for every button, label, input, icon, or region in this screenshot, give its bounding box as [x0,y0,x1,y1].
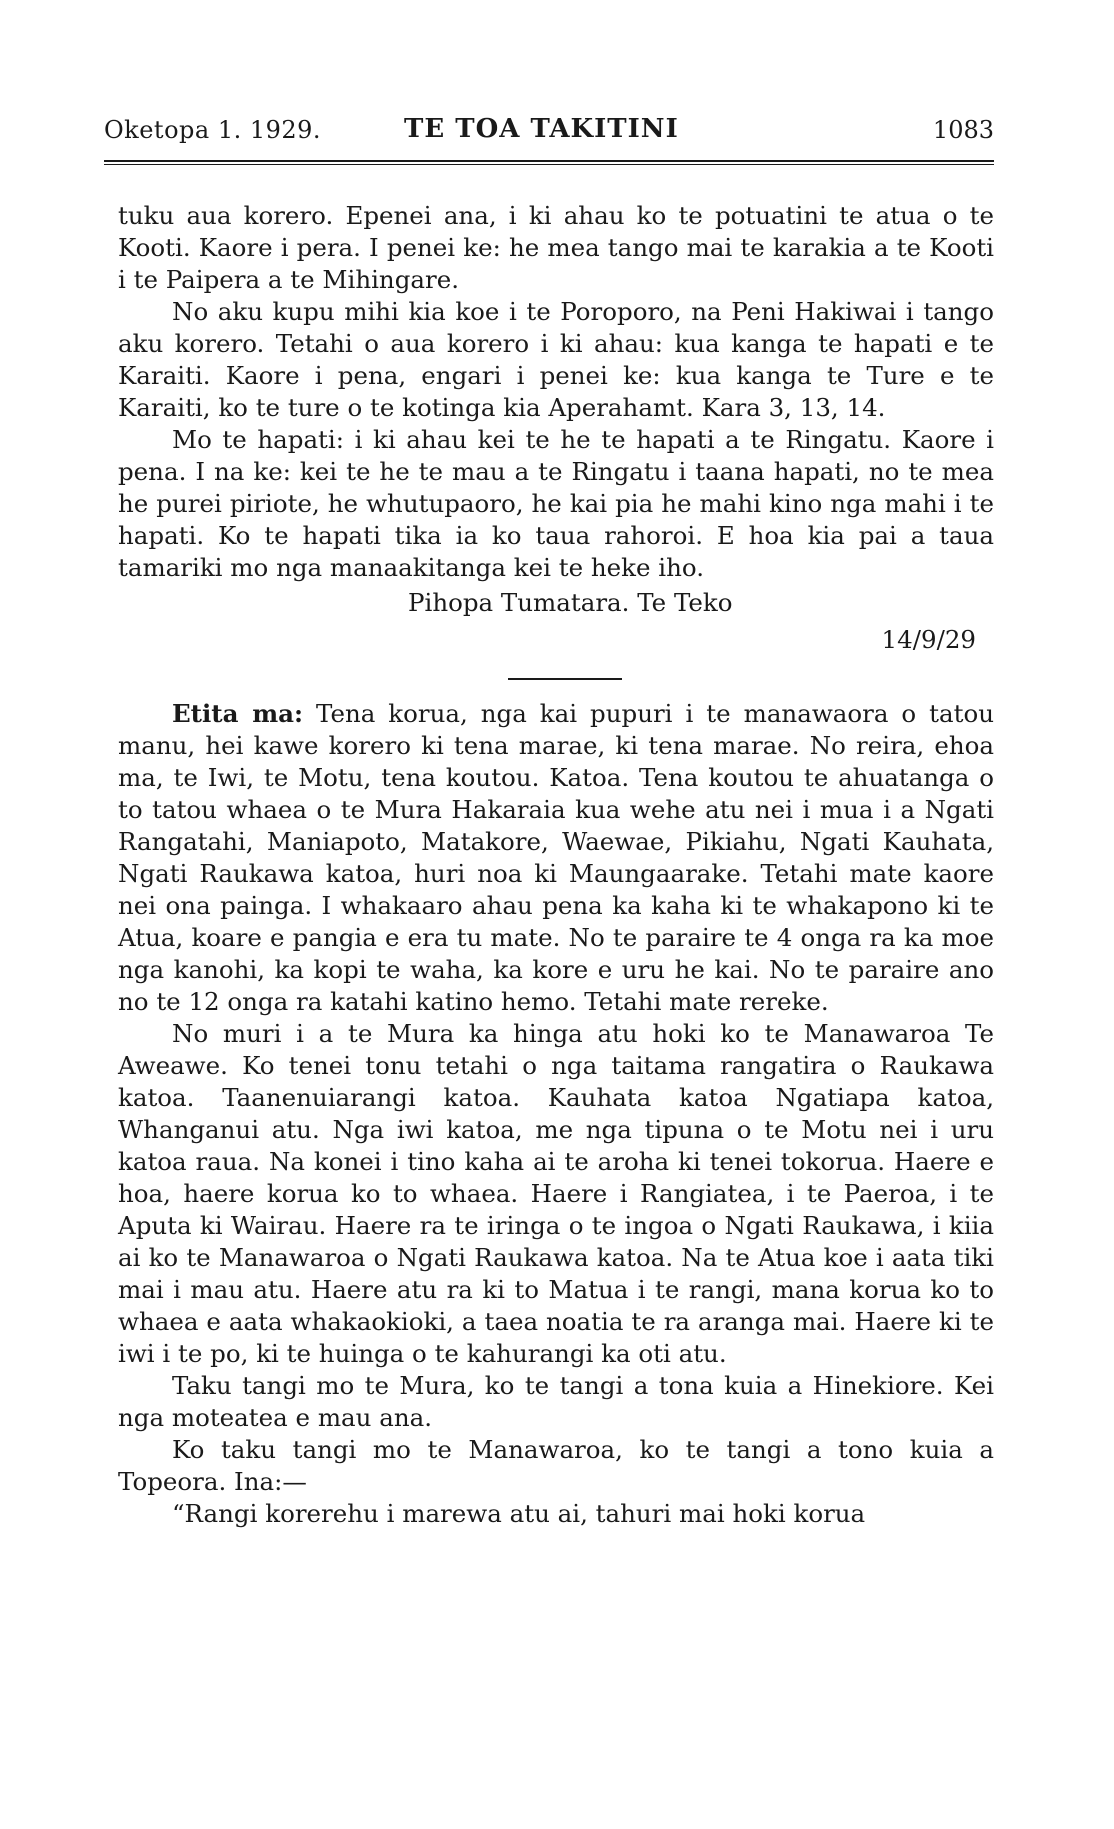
letter1-paragraph: Mo te hapati: i ki ahau kei te he te hapati a te Ringatu. Kaore i pena. I na ke: kei te he te mau a te Ringatu i taana hapati, no te mea he purei piriote, he whutupaoro, he kai pia he mahi kino nga mahi i te hapati. Ko te hapati tika ia ko taua rahoroi. E hoa kia pai a taua tamariki mo nga manaakitanga kei te heke iho. [118,425,994,582]
letter2-paragraph [118,698,994,1018]
section-gap [118,680,994,698]
letter2-paragraph: “Rangi korerehu i marewa atu ai, tahuri mai hoki korua [172,1499,866,1528]
letter2-paragraph-text: Tena korua, nga kai pupuri i te manawaora o tatou manu, hei kawe korero ki tena marae, ki tena marae. No reira, ehoa ma, te Iwi, te Motu, tena koutou. Katoa. Tena koutou te ahuatanga o to tatou whaea o te Mura Hakaraia kua wehe atu nei i mua i a Ngati Rangatahi, Maniapoto, Matakore, Waewae, Pikiahu, Ngati Kauhata, Ngati Raukawa katoa, huri noa ki Maungaarake. Tetahi mate kaore nei ona painga. I whakaaro ahau pena ka kaha ki te whakapono ki te Atua, koare e pangia e era tu mate. No te paraire te 4 onga ra ka moe nga kanohi, ka kopi te waha, ka kore e uru he kai. No te paraire ano no te 12 onga ra katahi katino hemo. Tetahi mate rereke. [118,699,994,1016]
letter1-signature: Pihopa Tumatara. Te Teko [408,588,733,617]
letter1-date: 14/9/29 [881,625,976,654]
header-rule [104,160,994,165]
letter2-paragraph: Taku tangi mo te Mura, ko te tangi a tona kuia a Hinekiore. Kei nga moteatea e mau ana. [118,1371,994,1432]
page-number: 1083 [932,116,994,144]
page-header [104,114,994,154]
letter2-paragraph: Ko taku tangi mo te Manawaroa, ko te tangi a tono kuia a Topeora. Ina:— [118,1435,994,1496]
letter2-paragraph: No muri i a te Mura ka hinga atu hoki ko te Manawaroa Te Aweawe. Ko tenei tonu tetahi o nga taitama rangatira o Raukawa katoa. Taanenuiarangi katoa. Kauhata katoa Ngatiapa katoa, Whanganui atu. Nga iwi katoa, me nga tipuna o te Motu nei i uru katoa raua. Na konei i tino kaha ai te aroha ki tenei tokorua. Haere e hoa, haere korua ko to whaea. Haere i Rangiatea, i te Paeroa, i te Aputa ki Wairau. Haere ra te iringa o te ingoa o Ngati Raukawa, i kiia ai ko te Manawaroa o Ngati Raukawa katoa. Na te Atua koe i aata tiki mai i mau atu. Haere atu ra ki to Matua i te rangi, mana korua ko to whaea e aata whakaokioki, a taea noatia te ra aranga mai. Haere ki te iwi i te po, ki te huinga o te kahurangi ka oti atu. [118,1019,994,1368]
header-date: Oketopa 1. 1929. [104,116,322,144]
article-body [118,200,994,1530]
letter2-salutation: Etita ma: [172,699,304,728]
publication-title: TE TOA TAKITINI [404,114,679,144]
letter1-paragraph: No aku kupu mihi kia koe i te Poroporo, na Peni Hakiwai i tango aku korero. Tetahi o aua korero i ki ahau: kua kanga te hapati e te Karaiti. Kaore i pena, engari i penei ke: kua kanga te Ture e te Karaiti, ko te ture o te kotinga kia Aperahamt. Kara 3, 13, 14. [118,297,994,422]
letter1-paragraph: tuku aua korero. Epenei ana, i ki ahau ko te potuatini te atua o te Kooti. Kaore i pera. I penei ke: he mea tango mai te karakia a te Kooti i te Paipera a te Mihingare. [118,201,994,294]
